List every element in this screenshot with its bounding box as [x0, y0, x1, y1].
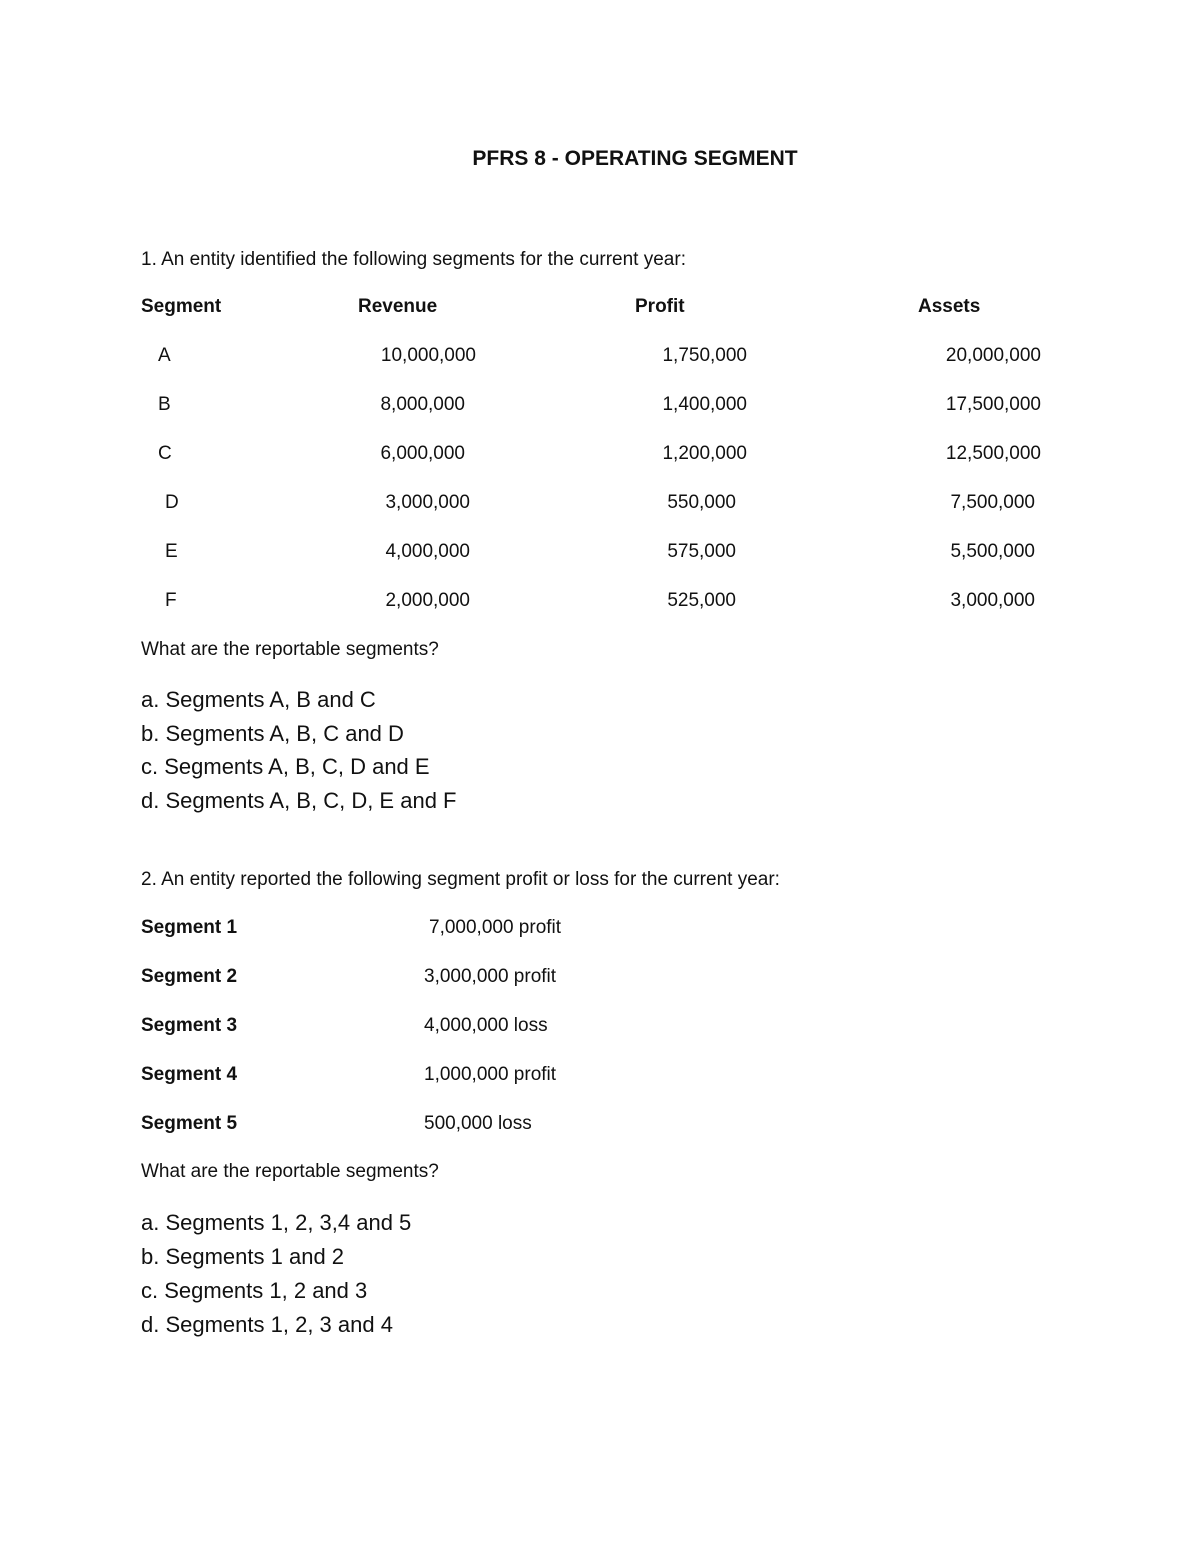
q2-segment-value: 7,000,000 profit — [429, 917, 562, 938]
q1-cell-profit: 550,000 — [667, 492, 736, 513]
q1-cell-assets: 5,500,000 — [950, 541, 1035, 562]
q1-question: 1. An entity identified the following segments for the current year: — [141, 249, 686, 270]
q1-cell-assets: 17,500,000 — [945, 394, 1041, 415]
q1-header-segment: Segment — [141, 296, 222, 317]
q2-question: 2. An entity reported the following segment profit or loss for the current year: — [141, 869, 780, 890]
q1-cell-profit: 1,400,000 — [662, 394, 747, 415]
q1-cell-segment: D — [165, 492, 179, 513]
q2-segment-value: 3,000,000 profit — [424, 966, 557, 987]
q1-cell-assets: 3,000,000 — [950, 590, 1035, 611]
q1-cell-revenue: 4,000,000 — [385, 541, 470, 562]
q2-segment-label: Segment 1 — [141, 917, 238, 938]
q1-cell-assets: 12,500,000 — [945, 443, 1041, 464]
q2-segment-value: 4,000,000 loss — [424, 1015, 548, 1036]
q1-cell-revenue: 3,000,000 — [385, 492, 470, 513]
q1-option-c: c. Segments A, B, C, D and E — [141, 754, 430, 779]
q1-cell-assets: 7,500,000 — [950, 492, 1035, 513]
q2-segment-value: 1,000,000 profit — [424, 1064, 557, 1085]
q1-header-revenue: Revenue — [358, 296, 438, 317]
q1-option-a: a. Segments A, B and C — [141, 687, 376, 712]
q1-cell-profit: 1,750,000 — [662, 345, 747, 366]
q2-option-b: b. Segments 1 and 2 — [141, 1244, 345, 1269]
q2-segment-label: Segment 5 — [141, 1113, 238, 1134]
q2-prompt: What are the reportable segments? — [141, 1161, 439, 1182]
q1-cell-revenue: 10,000,000 — [380, 345, 476, 366]
q1-cell-assets: 20,000,000 — [945, 345, 1041, 366]
q2-segment-label: Segment 3 — [141, 1015, 238, 1036]
q1-cell-segment: C — [158, 443, 172, 464]
q1-prompt: What are the reportable segments? — [141, 639, 439, 660]
q1-option-d: d. Segments A, B, C, D, E and F — [141, 788, 457, 813]
q1-cell-segment: E — [165, 541, 178, 562]
q1-cell-profit: 1,200,000 — [662, 443, 747, 464]
q1-cell-profit: 525,000 — [667, 590, 736, 611]
q1-option-b: b. Segments A, B, C and D — [141, 721, 404, 746]
q2-option-c: c. Segments 1, 2 and 3 — [141, 1278, 368, 1303]
q1-header-assets: Assets — [918, 296, 981, 317]
q1-cell-segment: B — [158, 394, 171, 415]
q1-cell-revenue: 6,000,000 — [380, 443, 465, 464]
q2-segment-label: Segment 4 — [141, 1064, 238, 1085]
document-title: PFRS 8 - OPERATING SEGMENT — [472, 147, 798, 170]
q1-cell-segment: A — [158, 345, 171, 366]
q1-header-profit: Profit — [635, 296, 685, 317]
q1-cell-profit: 575,000 — [667, 541, 736, 562]
q1-cell-segment: F — [165, 590, 177, 611]
q1-cell-revenue: 8,000,000 — [380, 394, 465, 415]
q2-option-a: a. Segments 1, 2, 3,4 and 5 — [141, 1210, 412, 1235]
q2-segment-label: Segment 2 — [141, 966, 238, 987]
q1-cell-revenue: 2,000,000 — [385, 590, 470, 611]
q2-segment-value: 500,000 loss — [424, 1113, 532, 1134]
q2-option-d: d. Segments 1, 2, 3 and 4 — [141, 1312, 393, 1337]
